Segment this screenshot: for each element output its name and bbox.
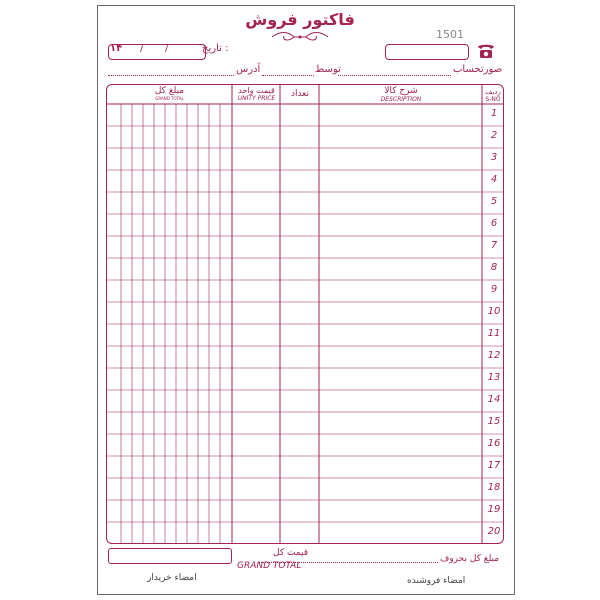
row-number: 18 <box>487 482 501 493</box>
row-number: 2 <box>490 130 498 141</box>
by-label: توسط <box>315 64 341 75</box>
row-number: 16 <box>487 438 501 449</box>
address-field <box>108 75 234 76</box>
row-number: 19 <box>487 504 501 515</box>
row-number: 20 <box>487 526 501 537</box>
row-number: 13 <box>487 372 501 383</box>
header-total-fa: مبلغ کل <box>154 86 185 96</box>
phone-icon <box>476 41 496 61</box>
header-unit-price-en: UNITY PRICE <box>237 95 276 102</box>
header-quantity <box>281 89 319 99</box>
row-number: 12 <box>487 350 501 361</box>
invoice-number-box <box>385 44 469 60</box>
total-price-label-en: GRAND TOTAL <box>237 561 302 571</box>
header-quantity-fa: تعداد <box>290 89 310 99</box>
amount-in-words-field <box>258 562 438 563</box>
row-number: 15 <box>487 416 501 427</box>
bill-to-field <box>338 75 451 76</box>
date-separator-1: / <box>140 43 144 54</box>
date-year: ۱۴ <box>110 43 123 54</box>
total-amount-box <box>108 548 232 564</box>
by-field <box>262 75 314 76</box>
header-row <box>483 88 503 103</box>
table-grid <box>106 84 504 544</box>
header-row-en: S-NO <box>485 96 501 103</box>
address-label: آدرس <box>236 64 261 75</box>
header-unit-price <box>233 86 280 102</box>
row-number: 5 <box>490 196 498 207</box>
seller-signature-label: امضاء فروشنده <box>407 576 466 586</box>
header-unit-price-fa: قیمت واحد <box>238 86 275 95</box>
amount-in-words-label: مبلغ کل بحروف <box>440 554 500 564</box>
row-number: 7 <box>490 240 498 251</box>
total-price-label: قیمت کل <box>273 548 309 558</box>
row-number: 8 <box>490 262 498 273</box>
header-total <box>108 86 231 101</box>
ornament-flourish <box>270 30 330 44</box>
header-description <box>320 86 482 103</box>
header-description-en: DESCRIPTION <box>380 96 422 103</box>
date-label: تاریخ : <box>202 43 229 54</box>
row-number: 3 <box>490 152 498 163</box>
row-number: 11 <box>487 328 501 339</box>
bill-to-label: صورتحساب <box>453 64 503 75</box>
row-number: 17 <box>487 460 501 471</box>
date-field <box>108 44 206 60</box>
invoice-number: 1501 <box>436 28 464 41</box>
row-number: 1 <box>490 108 498 119</box>
row-number: 6 <box>490 218 498 229</box>
header-total-en: GRAND TOTAL <box>155 96 184 101</box>
invoice-title: فاکتور فروش <box>245 10 355 29</box>
row-number: 10 <box>487 306 501 317</box>
row-number: 9 <box>490 284 498 295</box>
buyer-signature-label: امضاء خریدار <box>147 573 197 583</box>
header-row-fa: ردیف <box>485 88 501 96</box>
header-description-fa: شرح کالا <box>384 86 418 96</box>
row-number: 14 <box>487 394 501 405</box>
date-separator-2: / <box>165 43 169 54</box>
row-number: 4 <box>490 174 498 185</box>
